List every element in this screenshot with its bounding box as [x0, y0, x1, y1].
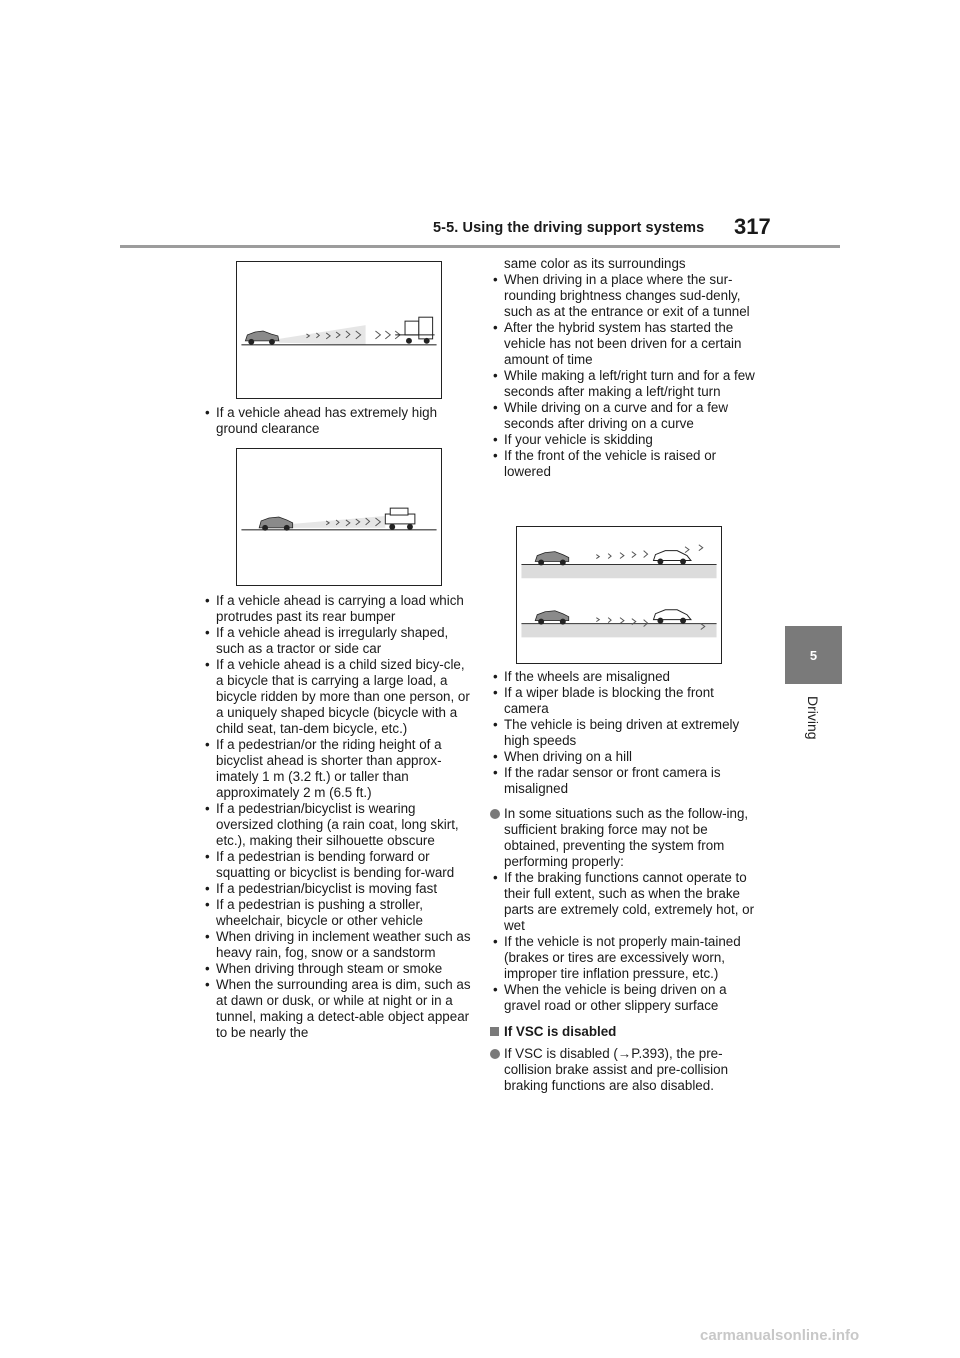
list-item: • While making a left/right turn and for a few seconds after making a left/right turn	[490, 368, 755, 400]
list-item: • If a pedestrian/or the riding height of a bicyclist ahead is shorter than approx-imately 1 m (3.2 ft.) or taller than approximately 2 m (6.5 ft.)	[202, 737, 472, 801]
circle-bullet-icon	[490, 1049, 500, 1059]
list-item: • The vehicle is being driven at extremely high speeds	[490, 717, 755, 749]
braking-intro-text: In some situations such as the follow-ing, sufficient braking force may not be obtained, preventing the system from performing properly:	[504, 806, 749, 869]
header-rule	[120, 245, 840, 248]
list-item: • If the front of the vehicle is raised or lowered	[490, 448, 755, 480]
page-header-title: 5-5. Using the driving support systems	[433, 220, 705, 236]
list-item: • When driving through steam or smoke	[202, 961, 472, 977]
truck-scene-svg	[237, 262, 441, 398]
list-item: • If a vehicle ahead has extremely high ground clearance	[202, 405, 472, 437]
list-item-continuation: same color as its surroundings	[504, 256, 686, 271]
list-item: • After the hybrid system has started the vehicle has not been driven for a certain amount of time	[490, 320, 755, 368]
curve-scene-svg	[517, 527, 721, 663]
page-number: 317	[734, 214, 771, 239]
chapter-label: Driving	[805, 696, 821, 740]
illustration-curve-turn	[516, 526, 722, 664]
list-item: • If the braking functions cannot operate to their full extent, such as when the brake parts are extremely cold, extremely hot, or wet	[490, 870, 755, 934]
vsc-text: If VSC is disabled (→P.393), the pre-collision brake assist and pre-collision braking functions are also disabled.	[504, 1046, 729, 1093]
chapter-number: 5	[809, 647, 818, 663]
list-item: • When the surrounding area is dim, such as at dawn or dusk, or while at night or in a tunnel, making a detect-able object appear to be nearly the	[202, 977, 472, 1041]
list-item: • If a pedestrian/bicyclist is wearing oversized clothing (a rain coat, long skirt, etc.), making their silhouette obscure	[202, 801, 472, 849]
list-item: • When driving on a hill	[490, 749, 755, 765]
list-item: • If a vehicle ahead is carrying a load which protrudes past its rear bumper	[202, 593, 472, 625]
list-item: • If a pedestrian is bending forward or squatting or bicyclist is bending for-ward	[202, 849, 472, 881]
vsc-heading: If VSC is disabled	[504, 1024, 617, 1039]
list-item: • If the wheels are misaligned	[490, 669, 755, 685]
circle-bullet-icon	[490, 809, 500, 819]
list-item: • If a vehicle ahead is irregularly shaped, such as a tractor or side car	[202, 625, 472, 657]
list-item: • While driving on a curve and for a few seconds after driving on a curve	[490, 400, 755, 432]
illustration-protruding-load	[236, 448, 442, 586]
square-bullet-icon	[490, 1027, 499, 1036]
list-item: • If a vehicle ahead is a child sized bicy-cle, a bicycle that is carrying a large load, a bicycle ridden by more than one person, or a uniquely shaped bicycle (bicycle with a child seat, tan-dem bicycle, etc.)	[202, 657, 472, 737]
illustration-high-clearance-truck	[236, 261, 442, 399]
list-item: • If the radar sensor or front camera is misaligned	[490, 765, 755, 797]
list-item: • If the vehicle is not properly main-tained (brakes or tires are excessively worn, improper tire inflation pressure, etc.)	[490, 934, 755, 982]
list-item: • If your vehicle is skidding	[490, 432, 755, 448]
list-item: • If a pedestrian is pushing a stroller, wheelchair, bicycle or other vehicle	[202, 897, 472, 929]
list-item: • When the vehicle is being driven on a gravel road or other slippery surface	[490, 982, 755, 1014]
list-item: • When driving in a place where the sur-rounding brightness changes sud-denly, such as at the entrance or exit of a tunnel	[490, 272, 755, 320]
list-item: • If a wiper blade is blocking the front camera	[490, 685, 755, 717]
list-item: • When driving in inclement weather such as heavy rain, fog, snow or a sandstorm	[202, 929, 472, 961]
chapter-tab	[785, 626, 842, 684]
list-item: • If a pedestrian/bicyclist is moving fast	[202, 881, 472, 897]
watermark: carmanualsonline.info	[700, 1327, 860, 1344]
load-scene-svg	[237, 449, 441, 585]
